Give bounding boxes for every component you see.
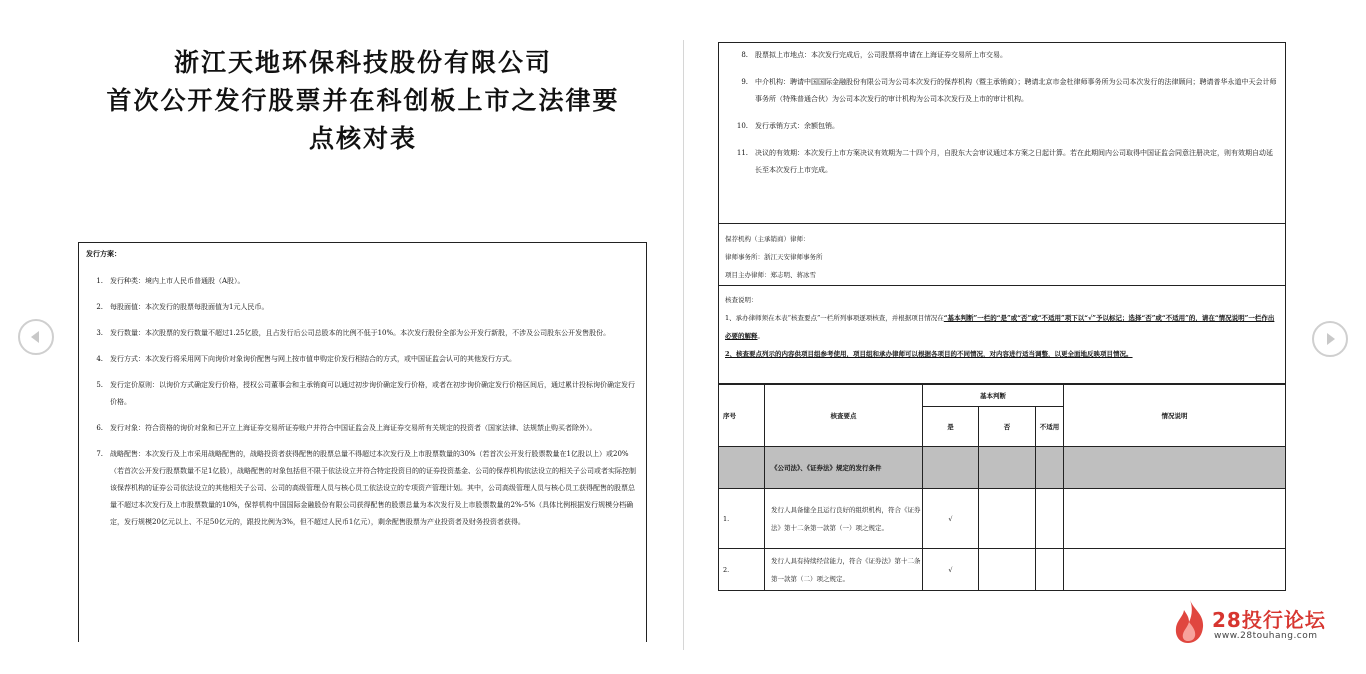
logo-name: 28投行论坛 [1212,608,1326,632]
document-title [78,44,648,158]
header-yes: 是 [923,407,979,447]
chevron-right-icon [1322,331,1338,347]
plan-item: 11. 决议的有效期：本次发行上市方案决议有效期为二十四个月，自股东大会审议通过本方案之日起计算。若在此期间内公司取得中国证监会同意注册决定，则有效期自动延长至本次发行上市完成。 [736,149,1273,174]
checklist-table [718,384,1286,591]
verification-notes-box [718,286,1286,384]
issuance-plan-continued-box [718,42,1286,224]
issuance-plan-box [78,242,647,642]
plan-item: 2. 每股面值：本次发行的股票每股面值为1元人民币。 [96,303,269,311]
plan-item: 7. 战略配售：本次发行及上市采用战略配售的，战略投资者获得配售的股票总量不得超过本次发行及上市股票数量的30%（若首次公开发行股票数量在1亿股以上）或20%（若首次公开发行股票数量不足1亿股），战略配售的对象包括但不限于依法设立并符合特定投资目的的证券投资基金、公司的保荐机构依法设立的相关子公司或者实际控制该保荐机构的证券公司依法设立的其他相关子公司、公司的高级管理人员与核心员工依法设立的专项资产管理计划。其中，公司高级管理人员与核心员工获得配售的股票总量不超过本次发行及上市股票数量的10%，保荐机构中国国际金融股份有限公司获得配售的股票总量为本次发行及上市股票数量的2%-5%（具体比例根据发行规模分档确定，发行规模20亿元以上、不足50亿元的，跟投比例为3%，但不超过人民币1亿元），剩余配售股票为产业投资者及财务投资者获得。 [96,450,636,526]
plan-item: 10. 发行承销方式：余额包销。 [736,122,839,130]
title-line-3: 点核对表 [308,124,417,153]
flame-icon [1172,598,1208,644]
site-logo [1172,598,1342,646]
section-row [719,447,1286,489]
plan-item: 9. 中介机构：聘请中国国际金融股份有限公司为公司本次发行的保荐机构（暨主承销商）；聘请北京市金杜律师事务所为公司本次发行的法律顾问；聘请普华永道中天会计师事务所（特殊普通合伙）为公司本次发行的审计机构为公司本次发行及上市的审计机构。 [741,78,1277,103]
header-na: 不适用 [1036,407,1064,447]
table-row: 2. 发行人具有持续经营能力，符合《证券法》第十二条第一款第（二）项之规定。 √ [719,549,1286,591]
law-firm-label: 律师事务所：浙江天安律师事务所 [725,253,823,261]
plan-item: 6. 发行对象：符合资格的询价对象和已开立上海证券交易所证券账户并符合中国证监会及上海证券交易所有关规定的投资者（国家法律、法规禁止购买者除外）。 [96,424,597,432]
plan-item: 3. 发行数量：本次股票的发行数量不超过1.25亿股，且占发行后公司总股本的比例不低于10%。本次发行股份全部为公开发行新股，不涉及公司股东公开发售股份。 [96,329,611,337]
plan-item: 5. 发行定价原则：以询价方式确定发行价格，授权公司董事会和主承销商可以通过初步询价确定发行价格，或者在初步询价确定发行价格区间后，通过累计投标询价确定发行价格。 [96,381,635,406]
logo-url: www.28touhang.com [1214,631,1318,641]
lawyer-info-box [718,224,1286,286]
chevron-left-icon [28,329,44,345]
title-line-1: 浙江天地环保科技股份有限公司 [173,48,552,77]
title-line-2: 首次公开发行股票并在科创板上市之法律要 [106,86,620,115]
sponsor-lawyer-label: 保荐机构（主承销商）律师： [725,235,810,243]
plan-item: 4. 发行方式：本次发行将采用网下向询价对象询价配售与网上按市值申购定价发行相结合的方式，或中国证监会认可的其他发行方式。 [96,355,516,363]
header-judge: 基本判断 [923,385,1064,407]
section-title: 《公司法》、《证券法》规定的发行条件 [765,447,923,489]
plan-item: 8. 股票拟上市地点：本次发行完成后，公司股票将申请在上海证券交易所上市交易。 [741,51,1007,59]
note-1: 1、承办律师须在本表“核查要点”一栏所列事项逐项核查，并根据项目情况在“基本判断”一栏的“是”或“否”或“不适用”项下以“√”予以标记；选择“否”或“不适用”的，请在“情况说明”一栏作出必要的解释。 [725,314,1275,340]
header-point: 核查要点 [765,385,923,447]
issuance-plan-heading: 发行方案： [86,249,121,258]
note-2: 2、核查要点列示的内容供项目组参考使用，项目组和承办律师可以根据各项目的不同情况，对内容进行适当调整，以更全面地反映项目情况。 [725,350,1133,358]
prev-page-button[interactable] [18,319,54,355]
table-row: 1. 发行人具备健全且运行良好的组织机构，符合《证券法》第十二条第一款第（一）项之规定。 √ [719,489,1286,549]
check-mark: √ [923,549,979,591]
notes-heading: 核查说明： [725,296,758,304]
header-desc: 情况说明 [1064,385,1286,447]
next-page-button[interactable] [1312,321,1348,357]
project-lawyers-label: 项目主办律师：郑志明、蒋冰雪 [725,271,816,279]
header-no: 否 [979,407,1036,447]
check-mark: √ [923,489,979,549]
header-seq: 序号 [719,385,765,447]
plan-item: 1. 发行种类：境内上市人民币普通股（A股）。 [96,277,245,285]
